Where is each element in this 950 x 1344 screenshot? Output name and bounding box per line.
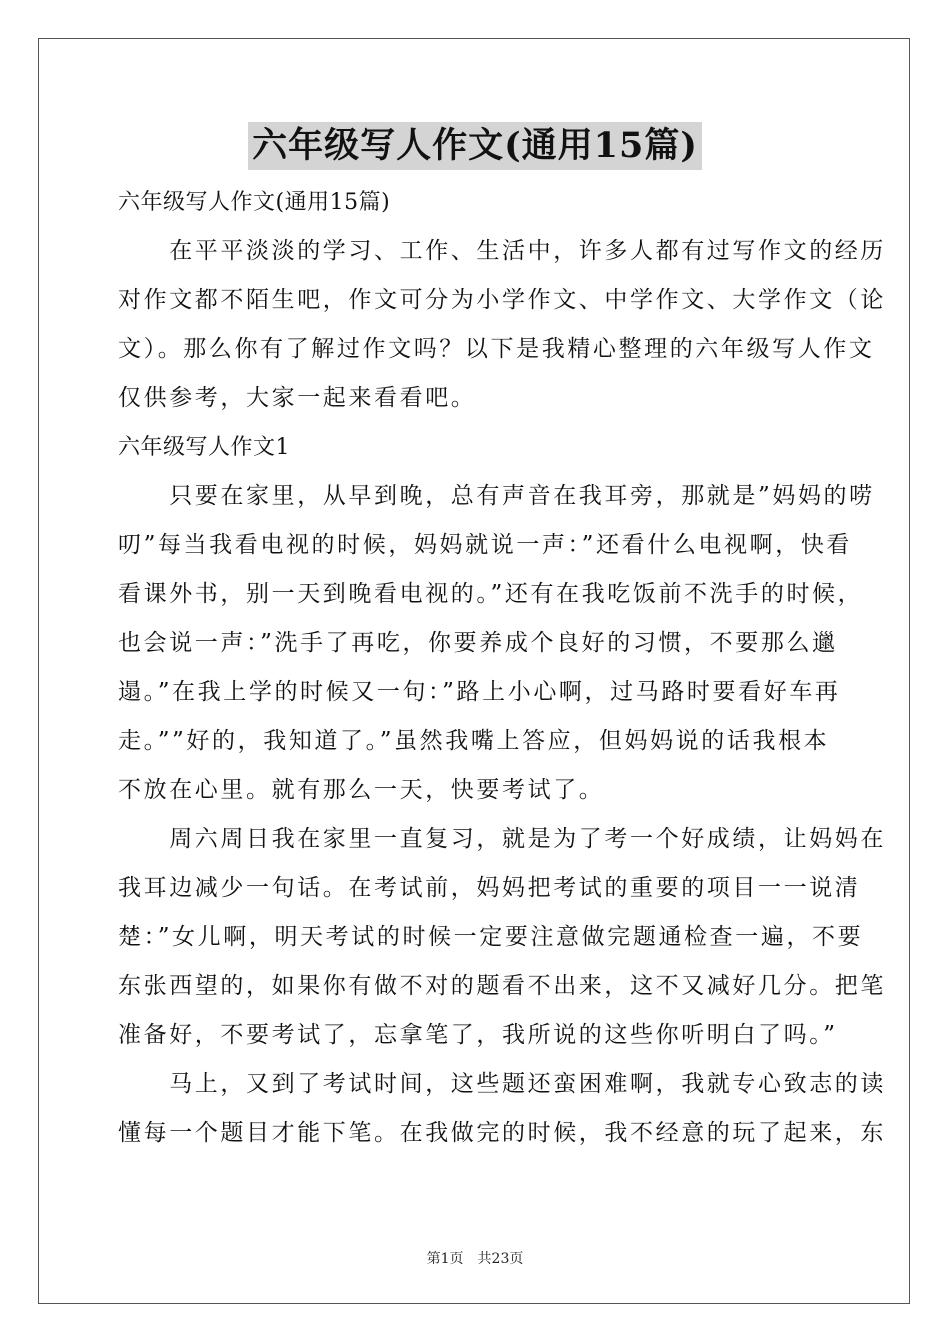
page-footer: 第1页 共23页 [426,1251,524,1267]
body-line: 准备好，不要考试了，忘拿笔了，我所说的这些你听明白了吗。” [118,1022,838,1048]
body-line: 走。””好的，我知道了。”虽然我嘴上答应，但妈妈说的话我根本 [118,728,830,754]
body-line: 楚：”女儿啊，明天考试的时候一定要注意做完题通检查一遍，不要 [118,924,864,950]
body-line: 马上，又到了考试时间，这些题还蛮困难啊，我就专心致志的读 [118,1071,886,1097]
body-line: 叨”每当我看电视的时候，妈妈就说一声：”还看什么电视啊，快看 [118,532,853,558]
body-line: 仅供参考，大家一起来看看吧。 [118,385,477,411]
title-container [0,122,950,170]
body-line: 懂每一个题目才能下笔。在我做完的时候，我不经意的玩了起来，东 [118,1120,886,1146]
body-line: 遢。”在我上学的时候又一句：”路上小心啊，过马路时要看好车再 [118,679,841,705]
body-line: 文）。那么你有了解过作文吗？以下是我精心整理的六年级写人作文 [118,336,875,362]
section-heading: 六年级写人作文1 [118,435,290,460]
body-line: 周六周日我在家里一直复习，就是为了考一个好成绩，让妈妈在 [118,826,886,852]
body-line: 不放在心里。就有那么一天，快要考试了。 [118,777,605,803]
body-line: 看课外书，别一天到晚看电视的。”还有在我吃饭前不洗手的时候， [118,581,864,607]
subtitle-line: 六年级写人作文(通用15篇) [118,190,391,215]
body-line: 只要在家里，从早到晚，总有声音在我耳旁，那就是”妈妈的唠 [118,483,875,509]
body-line: 也会说一声：”洗手了再吃，你要养成个良好的习惯，不要那么邋 [118,630,838,656]
body-line: 东张西望的，如果你有做不对的题看不出来，这不又减好几分。把笔 [118,973,886,999]
document-body [118,178,886,1158]
body-line: 我耳边减少一句话。在考试前，妈妈把考试的重要的项目一一说清 [118,875,861,901]
body-line: 在平平淡淡的学习、工作、生活中，许多人都有过写作文的经历 [118,238,886,264]
body-line: 对作文都不陌生吧，作文可分为小学作文、中学作文、大学作文（论 [118,287,886,313]
document-title: 六年级写人作文(通用15篇) [248,122,702,170]
